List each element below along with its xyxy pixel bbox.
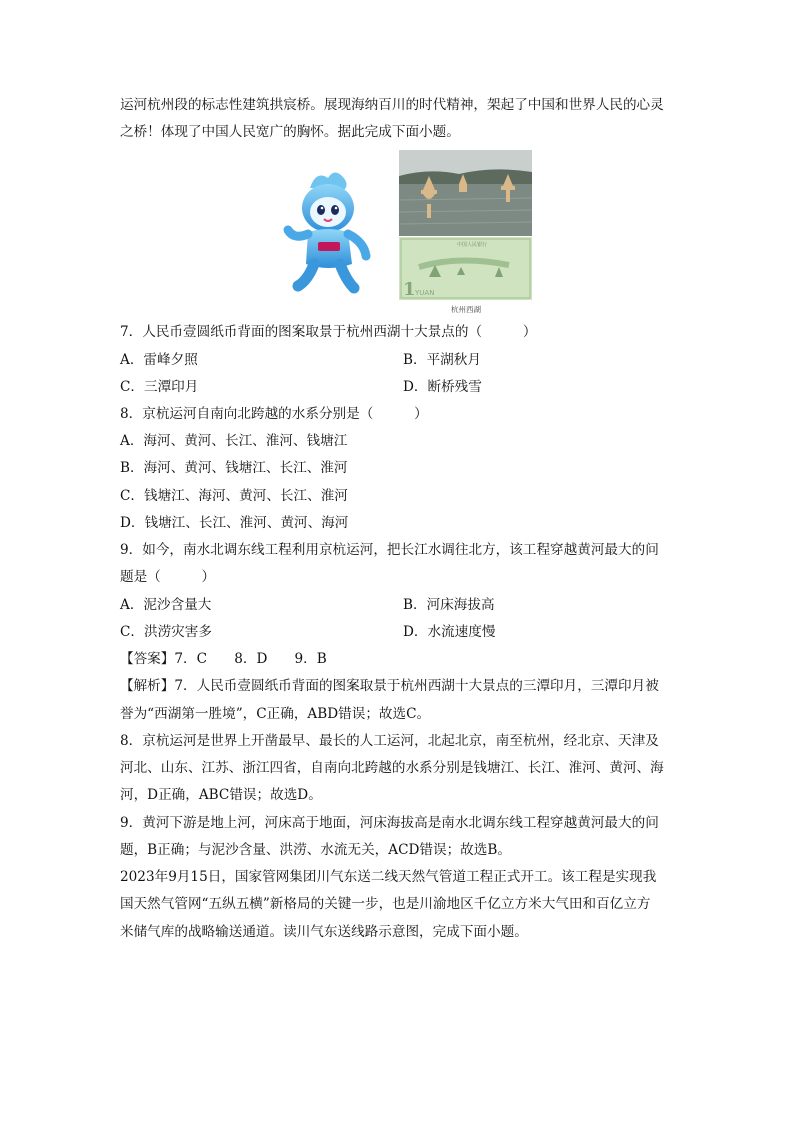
- intro-line-2: 之桥！体现了中国人民宽广的胸怀。据此完成下面小题。: [120, 124, 460, 140]
- q7-option-b: B．平湖秋月: [403, 352, 481, 368]
- q9-stem-line-1: 9．如今，南水北调东线工程利用京杭运河，把长江水调往北方，该工程穿越黄河最大的问: [120, 542, 659, 558]
- next-passage-line-1: 2023年9月15日，国家管网集团川气东送二线天然气管道工程正式开工。该工程是实现我: [120, 869, 657, 885]
- q9-option-b: B．河床海拔高: [403, 597, 495, 613]
- analysis-line-2: 誉为“西湖第一胜境”，C正确，ABD错误；故选C。: [120, 706, 431, 722]
- q9-option-a: A．泥沙含量大: [120, 597, 212, 613]
- analysis-line-4: 河北、山东、江苏、浙江四省，自南向北跨越的水系分别是钱塘江、长江、淮河、黄河、海: [120, 760, 664, 776]
- intro-line-1: 运河杭州段的标志性建筑拱宸桥。展现海纳百川的时代精神，架起了中国和世界人民的心灵: [120, 97, 664, 113]
- one-yuan-banknote: [399, 237, 532, 300]
- q7-option-a: A．雷峰夕照: [120, 352, 198, 368]
- analysis-line-7: 题，B正确；与泥沙含量、洪涝、水流无关，ACD错误；故选B。: [120, 842, 511, 858]
- analysis-line-3: 8．京杭运河是世界上开凿最早、最长的人工运河，北起北京，南至杭州，经北京、天津及: [120, 733, 659, 749]
- west-lake-photo: [399, 150, 532, 236]
- q8-stem: 8．京杭运河自南向北跨越的水系分别是（ ）: [120, 406, 428, 422]
- analysis-line-5: 河，D正确，ABC错误；故选D。: [120, 787, 322, 803]
- answer-line: 【答案】7．C 8．D 9．B: [120, 651, 327, 667]
- next-passage-line-3: 米储气库的战略输送通道。读川气东送线路示意图，完成下面小题。: [120, 924, 528, 940]
- q9-option-d: D．水流速度慢: [403, 624, 496, 640]
- q9-option-c: C．洪涝灾害多: [120, 624, 212, 640]
- banknote-text: 中国人民银行: [457, 242, 488, 248]
- q8-option-a: A．海河、黄河、长江、淮河、钱塘江: [120, 433, 348, 449]
- q7-option-d: D．断桥残雪: [403, 379, 482, 395]
- analysis-line-6: 9．黄河下游是地上河，河床高于地面，河床海拔高是南水北调东线工程穿越黄河最大的问: [120, 815, 659, 831]
- q8-option-c: C．钱塘江、海河、黄河、长江、淮河: [120, 488, 348, 504]
- analysis-line-1: 【解析】7．人民币壹圆纸币背面的图案取景于杭州西湖十大景点的三潭印月，三潭印月被: [120, 678, 659, 694]
- q9-stem-line-2: 题是（ ）: [120, 569, 216, 585]
- q7-stem: 7．人民币壹圆纸币背面的图案取景于杭州西湖十大景点的（ ）: [120, 324, 537, 340]
- q8-option-d: D．钱塘江、长江、淮河、黄河、海河: [120, 515, 349, 531]
- q8-option-b: B．海河、黄河、钱塘江、长江、淮河: [120, 460, 348, 476]
- next-passage-line-2: 国天然气管网“五纵五横”新格局的关键一步，也是川渝地区千亿立方米大气田和百亿立方: [120, 896, 651, 912]
- q7-option-c: C．三潭印月: [120, 379, 199, 395]
- asian-games-mascot-icon: [270, 168, 382, 300]
- banknote-unit: YUAN: [415, 289, 435, 297]
- banknote-denomination: 1: [403, 279, 416, 300]
- figure-caption: 杭州西湖: [451, 305, 481, 314]
